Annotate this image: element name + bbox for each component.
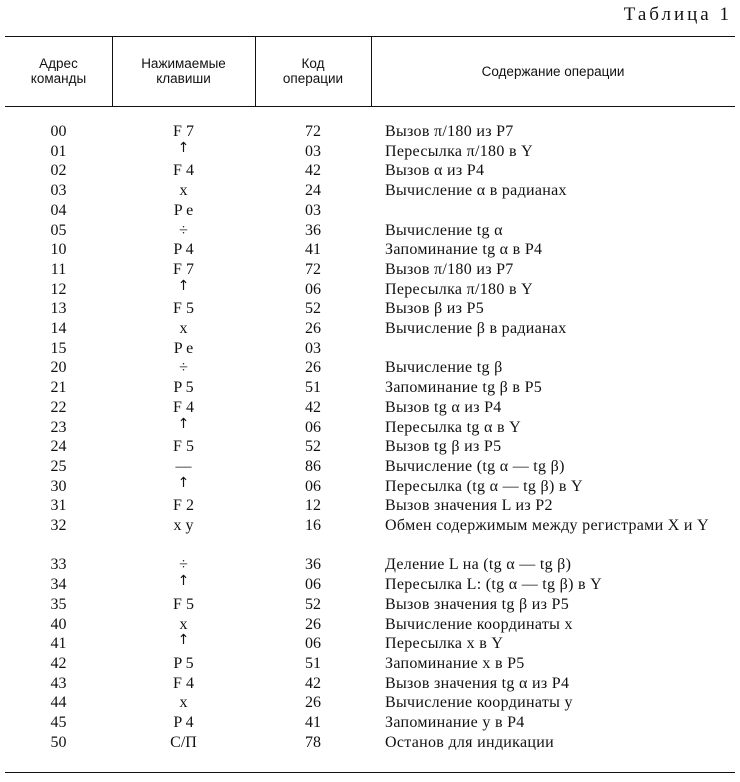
address-cell: 25 — [50, 457, 67, 475]
address-cell: 43 — [50, 674, 67, 692]
code-cell: 06 — [305, 576, 321, 594]
table-caption: Таблица 1 — [623, 4, 732, 25]
keys-cell: F 5 — [173, 438, 194, 456]
description-cell: Останов для индикации — [385, 733, 554, 751]
code-cell: 06 — [305, 280, 321, 298]
header-code — [255, 36, 371, 106]
code-cell: 52 — [305, 300, 321, 318]
description-cell: Вызов α из Р4 — [385, 162, 485, 180]
description-cell: Вычисление tg α — [385, 221, 503, 239]
header-address — [5, 36, 112, 106]
address-cell: 10 — [50, 241, 67, 259]
code-cell: 86 — [305, 457, 321, 475]
description-cell: Вычисление α в радианах — [385, 182, 567, 200]
code-cell: 41 — [305, 714, 321, 731]
keys-cell: ↑ — [177, 474, 190, 491]
code-cell: 42 — [305, 162, 321, 180]
address-cell: 24 — [50, 438, 67, 456]
keys-cell: ↑ — [177, 139, 190, 156]
header-description — [371, 36, 735, 106]
keys-cell: ↑ — [177, 632, 190, 649]
keys-cell: P 4 — [173, 714, 194, 731]
header-keys — [112, 36, 255, 106]
description-cell: Пересылка π/180 в Y — [385, 142, 533, 160]
address-cell: 33 — [50, 556, 67, 574]
code-cell: 51 — [305, 379, 321, 397]
keys-cell: P 5 — [173, 654, 194, 672]
address-cell: 12 — [50, 280, 67, 298]
address-cell: 03 — [50, 182, 67, 200]
address-cell: 34 — [50, 576, 67, 594]
header-keys-label: Нажимаемые клавиши — [141, 56, 226, 86]
description-cell: Запоминание x в Р5 — [385, 654, 525, 672]
code-cell: 52 — [305, 595, 321, 613]
code-cell: 16 — [305, 517, 321, 534]
address-cell: 45 — [50, 714, 67, 731]
address-cell: 14 — [50, 320, 67, 337]
description-cell: Запоминание y в Р4 — [385, 714, 525, 731]
code-cell: 41 — [305, 241, 321, 259]
code-cell: 03 — [305, 201, 321, 219]
keys-cell: F 7 — [173, 123, 194, 140]
description-cell: Вызов значения tg α из Р4 — [385, 674, 570, 692]
address-cell: 44 — [50, 694, 67, 712]
keys-cell: ↑ — [177, 277, 190, 294]
keys-cell: x — [179, 615, 188, 633]
code-cell: 72 — [305, 260, 321, 278]
description-cell: Вычисление координаты x — [385, 615, 573, 633]
address-cell: 35 — [50, 595, 67, 613]
description-cell: Запоминание tg α в Р4 — [385, 241, 543, 259]
address-cell: 13 — [50, 300, 67, 318]
keys-cell: ÷ — [179, 359, 188, 377]
description-cell: Запоминание tg β в Р5 — [385, 379, 543, 397]
keys-cell: x — [179, 694, 188, 712]
address-cell: 02 — [50, 162, 67, 180]
code-cell: 26 — [305, 615, 321, 633]
description-cell: Вызов значения L из Р2 — [385, 497, 553, 515]
code-cell: 12 — [305, 497, 321, 515]
description-cell: Пересылка x в Y — [385, 635, 504, 653]
program-table — [5, 36, 735, 776]
keys-cell: x y — [173, 517, 194, 534]
header-address-label: Адрес команды — [30, 56, 87, 86]
address-cell: 41 — [50, 635, 67, 653]
code-cell: 06 — [305, 418, 321, 436]
description-cell: Вызов π/180 из Р7 — [385, 123, 514, 140]
code-cell: 42 — [305, 674, 321, 692]
description-cell: Пересылка tg α в Y — [385, 418, 521, 436]
keys-cell: ÷ — [179, 556, 188, 574]
description-cell: Вызов tg α из Р4 — [385, 398, 502, 416]
code-cell: 26 — [305, 694, 321, 712]
description-cell: Пересылка π/180 в Y — [385, 280, 533, 298]
description-cell: Деление L на (tg α — tg β) — [385, 556, 572, 574]
code-cell: 03 — [305, 339, 321, 357]
address-cell: 31 — [50, 497, 67, 515]
keys-cell: x — [179, 320, 188, 337]
code-cell: 36 — [305, 556, 321, 574]
keys-cell: F 5 — [173, 300, 194, 318]
address-cell: 42 — [50, 654, 67, 672]
address-cell: 20 — [50, 359, 67, 377]
description-cell: Обмен содержимым между регистрами X и Y — [385, 517, 709, 534]
address-cell: 05 — [50, 221, 67, 239]
description-cell: Вызов π/180 из Р7 — [385, 260, 514, 278]
header-description-label: Содержание операции — [481, 63, 625, 79]
address-cell: 30 — [50, 477, 67, 495]
description-cell: Вызов β из Р5 — [385, 300, 485, 318]
keys-cell: F 4 — [173, 398, 194, 416]
address-cell: 23 — [50, 418, 67, 436]
code-cell: 06 — [305, 635, 321, 653]
header-rule — [5, 106, 735, 107]
code-cell: 24 — [305, 182, 321, 200]
keys-cell: ↑ — [177, 415, 190, 432]
code-cell: 36 — [305, 221, 321, 239]
code-cell: 03 — [305, 142, 321, 160]
table-bottom-rule — [5, 772, 735, 773]
keys-cell: ÷ — [179, 221, 188, 239]
description-cell: Вычисление (tg α — tg β) — [385, 457, 565, 475]
description-cell: Пересылка L: (tg α — tg β) в Y — [385, 576, 603, 594]
code-cell: 51 — [305, 654, 321, 672]
keys-cell: ↑ — [177, 573, 190, 590]
address-cell: 22 — [50, 398, 67, 416]
keys-cell: F 4 — [173, 674, 194, 692]
code-cell: 06 — [305, 477, 321, 495]
address-cell: 01 — [50, 142, 67, 160]
description-cell: Пересылка (tg α — tg β) в Y — [385, 477, 583, 495]
keys-cell: P 5 — [173, 379, 194, 397]
keys-cell: F 2 — [173, 497, 194, 515]
keys-cell: — — [175, 457, 192, 475]
keys-cell: x — [179, 182, 188, 200]
header-code-label: Код операции — [282, 56, 344, 86]
code-cell: 26 — [305, 320, 321, 337]
keys-cell: P e — [173, 339, 194, 357]
code-cell: 78 — [305, 733, 321, 751]
address-cell: 11 — [50, 260, 67, 278]
address-cell: 00 — [50, 123, 67, 140]
keys-cell: F 7 — [173, 260, 194, 278]
keys-cell: P 4 — [173, 241, 194, 259]
address-cell: 04 — [50, 201, 67, 219]
description-cell: Вызов значения tg β из Р5 — [385, 595, 570, 613]
keys-cell: F 5 — [173, 595, 194, 613]
code-cell: 72 — [305, 123, 321, 140]
address-cell: 40 — [50, 615, 67, 633]
description-cell: Вычисление координаты y — [385, 694, 573, 712]
description-cell: Вызов tg β из Р5 — [385, 438, 502, 456]
code-cell: 26 — [305, 359, 321, 377]
address-cell: 15 — [50, 339, 67, 357]
description-cell: Вычисление tg β — [385, 359, 503, 377]
keys-cell: C/П — [170, 733, 197, 751]
address-cell: 50 — [50, 733, 67, 751]
description-cell: Вычисление β в радианах — [385, 320, 567, 337]
address-cell: 32 — [50, 517, 67, 534]
code-cell: 52 — [305, 438, 321, 456]
keys-cell: F 4 — [173, 162, 194, 180]
code-cell: 42 — [305, 398, 321, 416]
address-cell: 21 — [50, 379, 67, 397]
keys-cell: P e — [173, 201, 194, 219]
